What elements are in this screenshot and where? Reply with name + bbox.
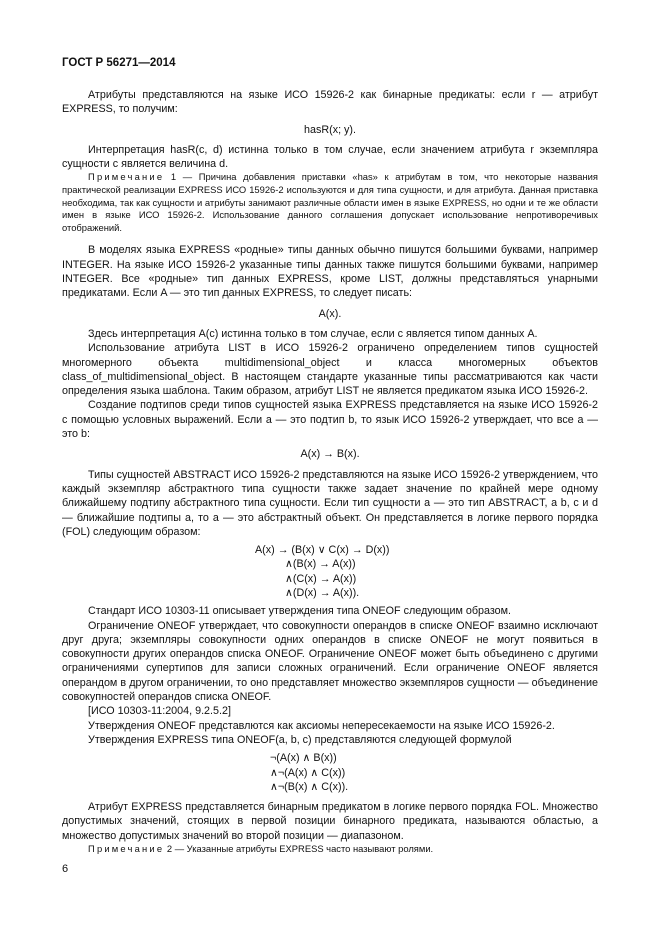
paragraph-oneof-definition: Ограничение ONEOF утверждает, что совокупности операндов в списке ONEOF взаимно исключают друг друга; экземпляры совокупности одних операндов в списке ONEOF не могут появиться в совокупности других операндов списка ONEOF. Ограничение ONEOF может быть объединено с другими ограничениями супертипов для записи сложных ограничений. Если ограничение ONEOF является операндом в другом ограничении, то оно представляет множество экземпляров сущности — объединение совокупностей операндов списка ONEOF. [62,619,598,704]
formula-oneof-line: ∧¬(A(x) ∧ C(x)) [270,766,346,779]
paragraph-oneof-intro: Стандарт ИСО 10303-11 описывает утверждения типа ONEOF следующим образом. [88,605,512,618]
note-1-label: Примечание [88,171,165,183]
formula-abstract-line: A(x) → (B(x) ∨ C(x) → D(x)) [255,544,390,557]
formula-hasR: hasR(x; y). [304,123,356,136]
formula-abstract-line: ∧(C(x) → A(x)) [285,572,357,585]
paragraph-native-types: В моделях языка EXPRESS «родные» типы данных обычно пишутся большими буквами, например INTEGER. На языке ИСО 15926-2 указанные типы данных также пишутся большими буквами, например INTEGER. Все «родные» тип данных EXPRESS, кроме LIST, должны представляться унарными предикатами. Если A — это тип данных EXPRESS, то следует писать: [62,244,598,300]
paragraph-attributes: Атрибуты представляются на языке ИСО 15926-2 как бинарные предикаты: если r — атрибут EXPRESS, то получим: [62,89,598,116]
paragraph-interpretation-A: Здесь интерпретация A(c) истинна только в том случае, если c является типом данных A. [88,327,538,340]
note-2 [62,843,598,856]
formula-abstract-line: ∧(D(x) → A(x)). [285,586,360,599]
note-2-label: Примечание [88,843,165,855]
paragraph-binary-predicate: Атрибут EXPRESS представляется бинарным предикатом в логике первого порядка FOL. Множество допустимых значений, стоящих в первой позиции бинарного предиката, называются областью, а множество допустимых значений во второй позиции — диапазоном. [62,801,598,842]
paragraph-list-attribute: Использование атрибута LIST в ИСО 15926-2 ограничено определением типов сущностей многомерного объекта multidimensional_object и класса многомерных объектов class_of_multidimensional_object. В настоящем стандарте указанные типы рассматриваются как части определения языка шаблона. Таким образом, атрибут LIST не является предикатом языка ИСО 15926-2. [62,342,598,398]
note-2-text: 2 — Указанные атрибуты EXPRESS часто называют ролями. [166,843,434,855]
formula-oneof-line: ¬(A(x) ∧ B(x)) [270,752,337,765]
formula-abstract-line: ∧(B(x) → A(x)) [285,558,356,571]
paragraph-subtypes: Создание подтипов среди типов сущностей языка EXPRESS представляется на языке ИСО 15926-2 с помощью условных выражений. Если a — это подтип b, то язык ИСО 15926-2 утверждает, что все a — это b: [62,399,598,441]
formula-Ax: A(x). [318,307,342,320]
paragraph-reference: [ИСО 10303-11:2004, 9.2.5.2] [88,705,231,718]
paragraph-oneof-formula-intro: Утверждения EXPRESS типа ONEOF(a, b, c) представляются следующей формулой [88,733,512,746]
formula-subtype: A(x) → B(x). [300,448,360,461]
paragraph-oneof-axioms: Утверждения ONEOF представлются как аксиомы непересекаемости на языке ИСО 15926-2. [88,719,555,732]
document-header: ГОСТ Р 56271—2014 [62,57,176,69]
paragraph-interpretation: Интерпретация hasR(c, d) истинна только в том случае, если значением атрибута r экземпляра сущности c является величина d. [62,143,598,171]
paragraph-abstract: Типы сущностей ABSTRACT ИСО 15926-2 представляются на языке ИСО 15926-2 утверждением, что каждый экземпляр абстрактного типа сущности также задает значение по крайней мере одному ближайшему подтипу абстрактного типа сущности. Если тип сущности a — это тип ABSTRACT, a b, c и d — ближайшие подтипы a, то a — это абстрактный объект. Он представляется в логике первого порядка (FOL) следующим образом: [62,468,598,538]
page-number: 6 [62,863,69,875]
formula-oneof-block [270,751,390,794]
document-body [62,88,598,856]
formula-abstract-block [255,543,405,600]
note-1 [62,171,598,234]
formula-oneof-line: ∧¬(B(x) ∧ C(x)). [270,780,349,793]
note-1-text: 1 — Причина добавления приставки «has» к атрибутам в том, что некоторые названия практической реализации EXPRESS ИСО 15926-2 используются и для типа сущности, и для атрибута. Данная приставка необходима, так как сущности и атрибуты занимают различные области имен в языке EXPRESS, но одни и те же области имен в языке ИСО 15926-2. Использование данного соглашения допускает использование непротиворечивых отображений. [62,171,598,233]
